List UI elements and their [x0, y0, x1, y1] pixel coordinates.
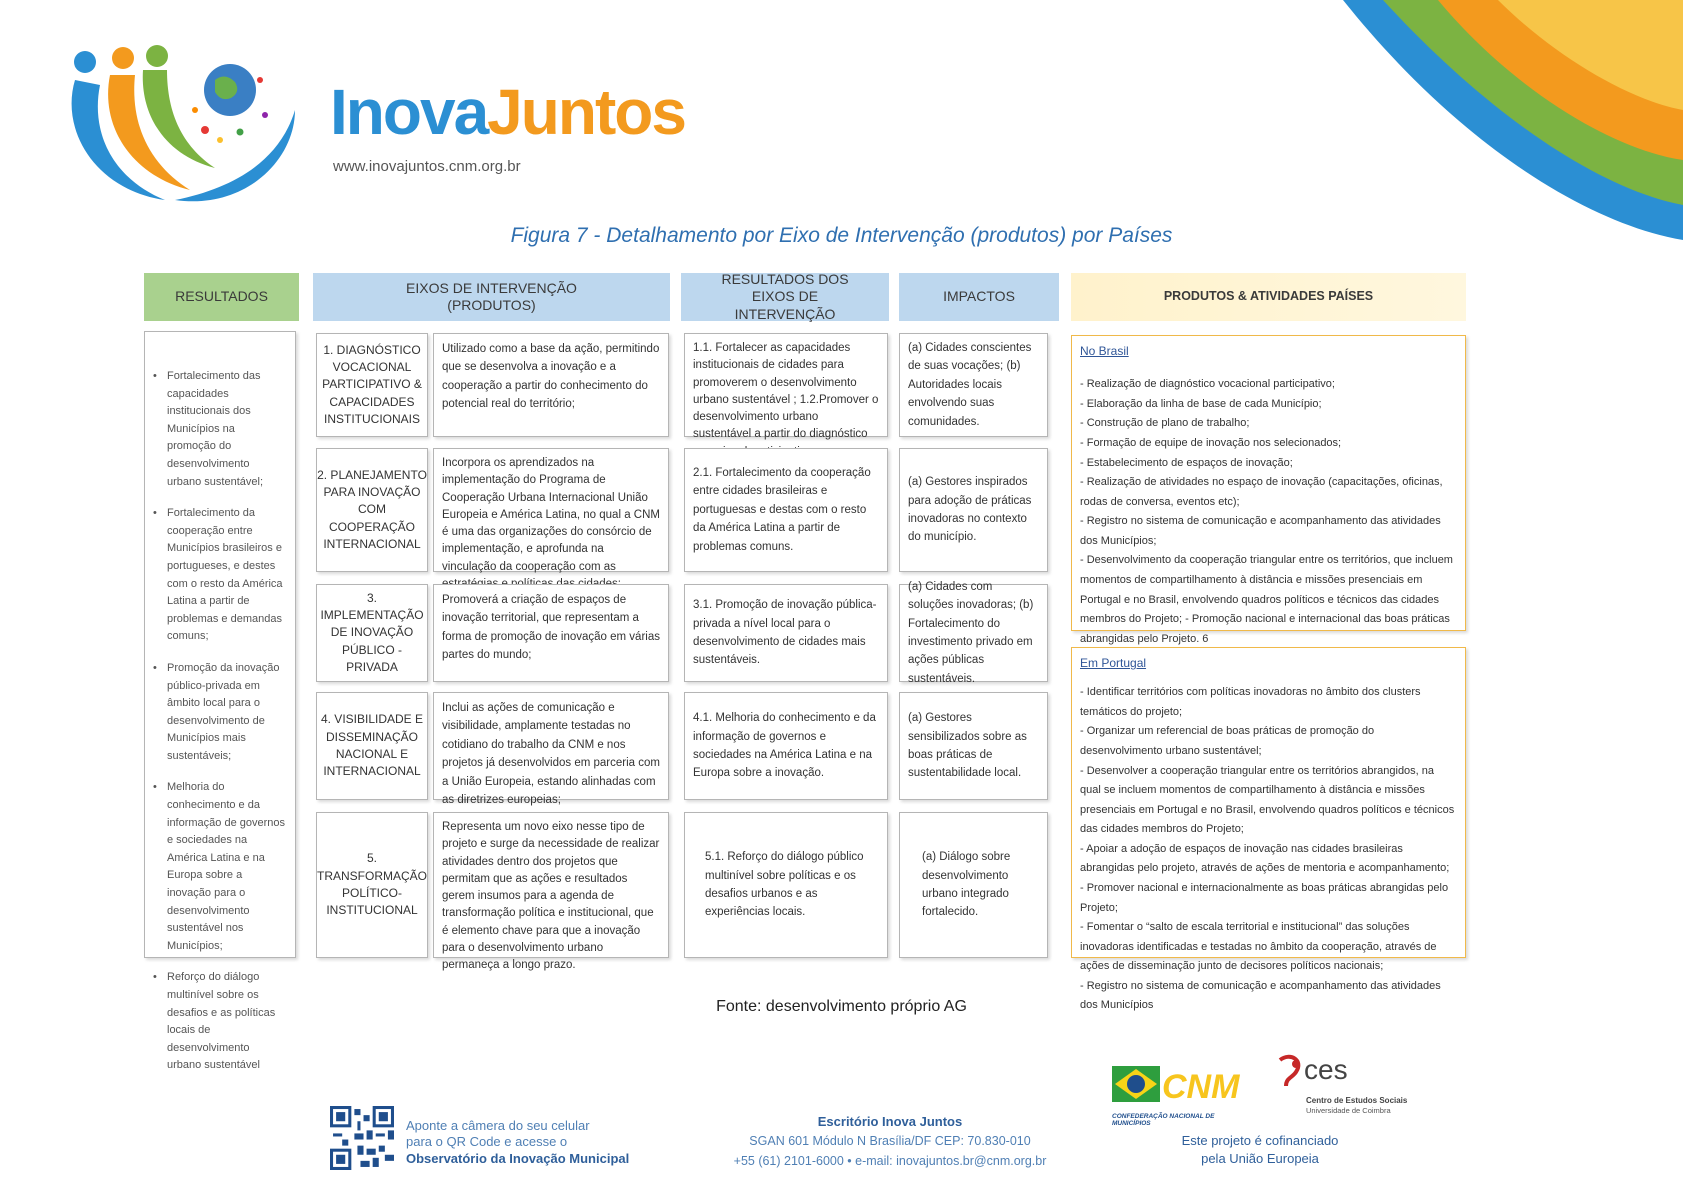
- brasil-box: [1071, 335, 1466, 645]
- axis-2-impact: (a) Gestores inspirados para adoção de práticas inovadoras no contexto do município.: [899, 448, 1048, 572]
- brasil-item: - Realização de atividades no espaço de inovação (capacitações, oficinas, rodas de conversa, eventos etc);: [1080, 476, 1443, 508]
- brasil-item: - Estabelecimento de espaços de inovação;: [1080, 456, 1293, 469]
- axis-5-description: Representa um novo eixo nesse tipo de projeto e surge da necessidade de realizar atividades dentro dos projetos que permitam que as ações e resultados gerem insumos para a agenda de transformação política e institucional, que é elemento chave para que a inovação para o desenvolvimento urbano permaneça a longo prazo.: [433, 812, 669, 958]
- brasil-item: - Elaboração da linha de base de cada Município;: [1080, 397, 1322, 410]
- portugal-item: - Fomentar o “salto de escala territorial e institucional” das soluções inovadoras identificadas e testadas no âmbito da cooperação, através de ações de disseminação junto de decisores políticos nacionais;: [1080, 921, 1437, 973]
- portugal-item: - Identificar territórios com políticas inovadoras no âmbito dos clusters temáticos do projeto;: [1080, 686, 1421, 718]
- portugal-item: - Organizar um referencial de boas práticas de promoção do desenvolvimento urbano sustentável;: [1080, 725, 1375, 757]
- axis-3-impact: (a) Cidades com soluções inovadoras; (b) Fortalecimento do investimento privado em ações públicas sustentáveis.: [899, 584, 1048, 682]
- source-note: Fonte: desenvolvimento próprio AG: [716, 998, 967, 1015]
- axis-2-result: 2.1. Fortalecimento da cooperação entre cidades brasileiras e portuguesas e destas com o resto da América Latina a partir de problemas comuns.: [684, 448, 888, 572]
- office-contact[interactable]: +55 (61) 2101-6000 • e-mail: inovajuntos.br@cnm.org.br: [733, 1153, 1047, 1168]
- brasil-list: [1080, 375, 1457, 649]
- axis-2: 2. PLANEJAMENTO PARA INOVAÇÃO COM COOPERAÇÃO INTERNACIONAL: [316, 448, 428, 572]
- brand-name: [330, 76, 685, 148]
- portugal-item: - Apoiar a adoção de espaços de inovação nas cidades brasileiras abrangidas pelo projeto, através de ações de mentoria e acompanhamento;: [1080, 842, 1450, 875]
- axis-5: 5. TRANSFORMAÇÃO POLÍTICO-INSTITUCIONAL: [316, 812, 428, 958]
- axis-1-impact: (a) Cidades conscientes de suas vocações; (b) Autoridades locais envolvendo suas comunidades.: [899, 333, 1048, 437]
- office-info: [690, 1112, 1090, 1171]
- figure-caption: Figura 7 - Detalhamento por Eixo de Intervenção (produtos) por Países: [510, 224, 1173, 247]
- cofin-line-2: pela União Europeia: [1201, 1151, 1319, 1167]
- qr-line-1: Aponte a câmera do seu celular: [406, 1118, 590, 1133]
- header-resultados: RESULTADOS: [144, 273, 299, 321]
- axis-5-impact: (a) Diálogo sobre desenvolvimento urbano integrado fortalecido.: [899, 812, 1048, 958]
- header-resultados-eixos: RESULTADOS DOS EIXOS DE INTERVENÇÃO: [681, 273, 889, 321]
- axis-1-result: 1.1. Fortalecer as capacidades institucionais de cidades para promoverem o desenvolvimento urbano sustentável ; 1.2.Promover o desenvolvimento urbano sustentável a partir do diagnóstico: [684, 333, 888, 437]
- axis-2-description: Incorpora os aprendizados na implementação do Programa de Cooperação Urbana Internacional União Europeia e América Latina, no qual a CNM é uma das organizações do consórcio de implementação, e aprofunda na vinculação da cooperação com as: [433, 448, 669, 572]
- brand-juntos: Juntos: [487, 76, 685, 148]
- axis-4: 4. VISIBILIDADE E DISSEMINAÇÃO NACIONAL E INTERNACIONAL: [316, 692, 428, 800]
- qr-line-2: para o QR Code e acesse o: [406, 1134, 568, 1150]
- axis-3: 3. IMPLEMENTAÇÃO DE INOVAÇÃO PÚBLICO -PRIVADA: [316, 584, 428, 682]
- resultados-list: [145, 368, 295, 1075]
- ces-line-1: Centro de Estudos Sociais: [1306, 1096, 1408, 1105]
- brasil-item: - Formação de equipe de inovação nos selecionados;: [1080, 436, 1342, 449]
- header-produtos: PRODUTOS & ATIVIDADES PAÍSES: [1071, 273, 1466, 321]
- brasil-item: - Registro no sistema de comunicação e acompanhamento das atividades dos Municípios;: [1080, 515, 1441, 547]
- axis-4-description: Inclui as ações de comunicação e visibilidade, amplamente testadas no cotidiano do trabalho da CNM e nos projetos já desenvolvidos em parceria com a União Europeia, estando alinhadas com as diretrizes europeias;: [433, 692, 669, 800]
- header-eixos: EIXOS DE INTERVENÇÃO (PRODUTOS): [313, 273, 670, 321]
- resultado-item: • Reforço do diálogo multinível sobre os desafios e as políticas locais de desenvolvimento urbano sustentável: [153, 969, 285, 1075]
- office-address: SGAN 601 Módulo N Brasília/DF CEP: 70.830-010: [749, 1134, 1031, 1149]
- decorative-swoosh-icon: [1343, 0, 1683, 240]
- qr-code-icon[interactable]: [330, 1106, 394, 1170]
- axis-3-description: Promoverá a criação de espaços de inovação territorial, que representam a forma de promoção de inovação em várias partes do mundo;: [433, 584, 669, 682]
- portugal-item: - Registro no sistema de comunicação e acompanhamento das atividades dos Municípios: [1080, 979, 1441, 1012]
- brand-inova: Inova: [330, 76, 488, 148]
- cnm-subtitle: CONFEDERAÇÃO NACIONAL DE MUNICÍPIOS: [1112, 1113, 1215, 1127]
- brasil-item: - Construção de plano de trabalho;: [1080, 417, 1250, 430]
- axis-3-result: 3.1. Promoção de inovação pública-privada a nível local para o desenvolvimento de cidades mais sustentáveis.: [684, 584, 888, 682]
- resultado-item: • Fortalecimento da cooperação entre Municípios brasileiros e portugueses, e destes com o resto da América Latina a partir de problemas e demandas comuns;: [153, 505, 285, 646]
- brasil-item: - Realização de diagnóstico vocacional participativo;: [1080, 378, 1335, 391]
- brasil-item: - Desenvolvimento da cooperação triangular entre os territórios, que incluem momentos de compartilhamento à distância e missões presenciais em Portugal e no Brasil, envolvendo quadros políticos e técnicos das cidades membros do Projeto; - Promoção nacional e internacional das boas práticas abrangidas pelo Projeto. 6: [1080, 554, 1453, 645]
- brasil-title: No Brasil: [1080, 344, 1129, 358]
- resultado-item: • Promoção da inovação público-privada em âmbito local para o desenvolvimento de Municípios mais sustentáveis;: [153, 660, 285, 766]
- portugal-list: [1080, 683, 1457, 1016]
- cofin-line-1: Este projeto é cofinanciado: [1181, 1133, 1339, 1148]
- header-impactos: IMPACTOS: [899, 273, 1059, 321]
- brand-url: www.inovajuntos.cnm.org.br: [333, 158, 521, 175]
- ces-logo-text: ces: [1304, 1054, 1348, 1085]
- ces-logo: [1272, 1052, 1408, 1118]
- ces-line-2: Universidade de Coimbra: [1306, 1106, 1391, 1115]
- axis-1: 1. DIAGNÓSTICO VOCACIONAL PARTICIPATIVO & CAPACIDADES INSTITUCIONAIS: [316, 333, 428, 437]
- inova-juntos-logo-icon: [55, 40, 310, 205]
- portugal-item: - Desenvolver a cooperação triangular entre os territórios abrangidos, na qual se incluem momentos de compartilhamento à distância e missões presenciais em Portugal e no Brasil, envolvendo quadros políticos e técnicos das cidades membros do Projeto;: [1080, 764, 1455, 836]
- office-title: Escritório Inova Juntos: [817, 1114, 963, 1129]
- resultados-box: [144, 331, 296, 1072]
- cofinancing-note: [1160, 1132, 1360, 1168]
- qr-instructions: [406, 1118, 629, 1167]
- qr-line-3[interactable]: Observatório da Inovação Municipal: [406, 1150, 630, 1166]
- axis-1-description: Utilizado como a base da ação, permitindo que se desenvolva a inovação e a cooperação a partir do conhecimento do potencial real do território;: [433, 333, 669, 437]
- cnm-logo: [1112, 1060, 1247, 1127]
- portugal-box: [1071, 647, 1466, 1012]
- axis-5-result: 5.1. Reforço do diálogo público multinível sobre políticas e os desafios urbanos e as experiências locais.: [684, 812, 888, 958]
- portugal-title: Em Portugal: [1080, 656, 1147, 670]
- resultado-item: • Fortalecimento das capacidades institucionais dos Municípios na promoção do desenvolvimento urbano sustentável;: [153, 368, 285, 491]
- resultado-item: • Melhoria do conhecimento e da informação de governos e sociedades na América Latina e na Europa sobre a inovação para o desenvolvimento sustentável nos Municípios;: [153, 779, 285, 955]
- portugal-item: - Promover nacional e internacionalmente as boas práticas abrangidas pelo Projeto;: [1080, 881, 1449, 914]
- axis-4-result: 4.1. Melhoria do conhecimento e da informação de governos e sociedades na América Latina e na Europa sobre a inovação.: [684, 692, 888, 800]
- cnm-logo-text: CNM: [1162, 1068, 1240, 1106]
- axis-4-impact: (a) Gestores sensibilizados sobre as boas práticas de sustentabilidade local.: [899, 692, 1048, 800]
- cnm-flag-icon: [1112, 1060, 1247, 1108]
